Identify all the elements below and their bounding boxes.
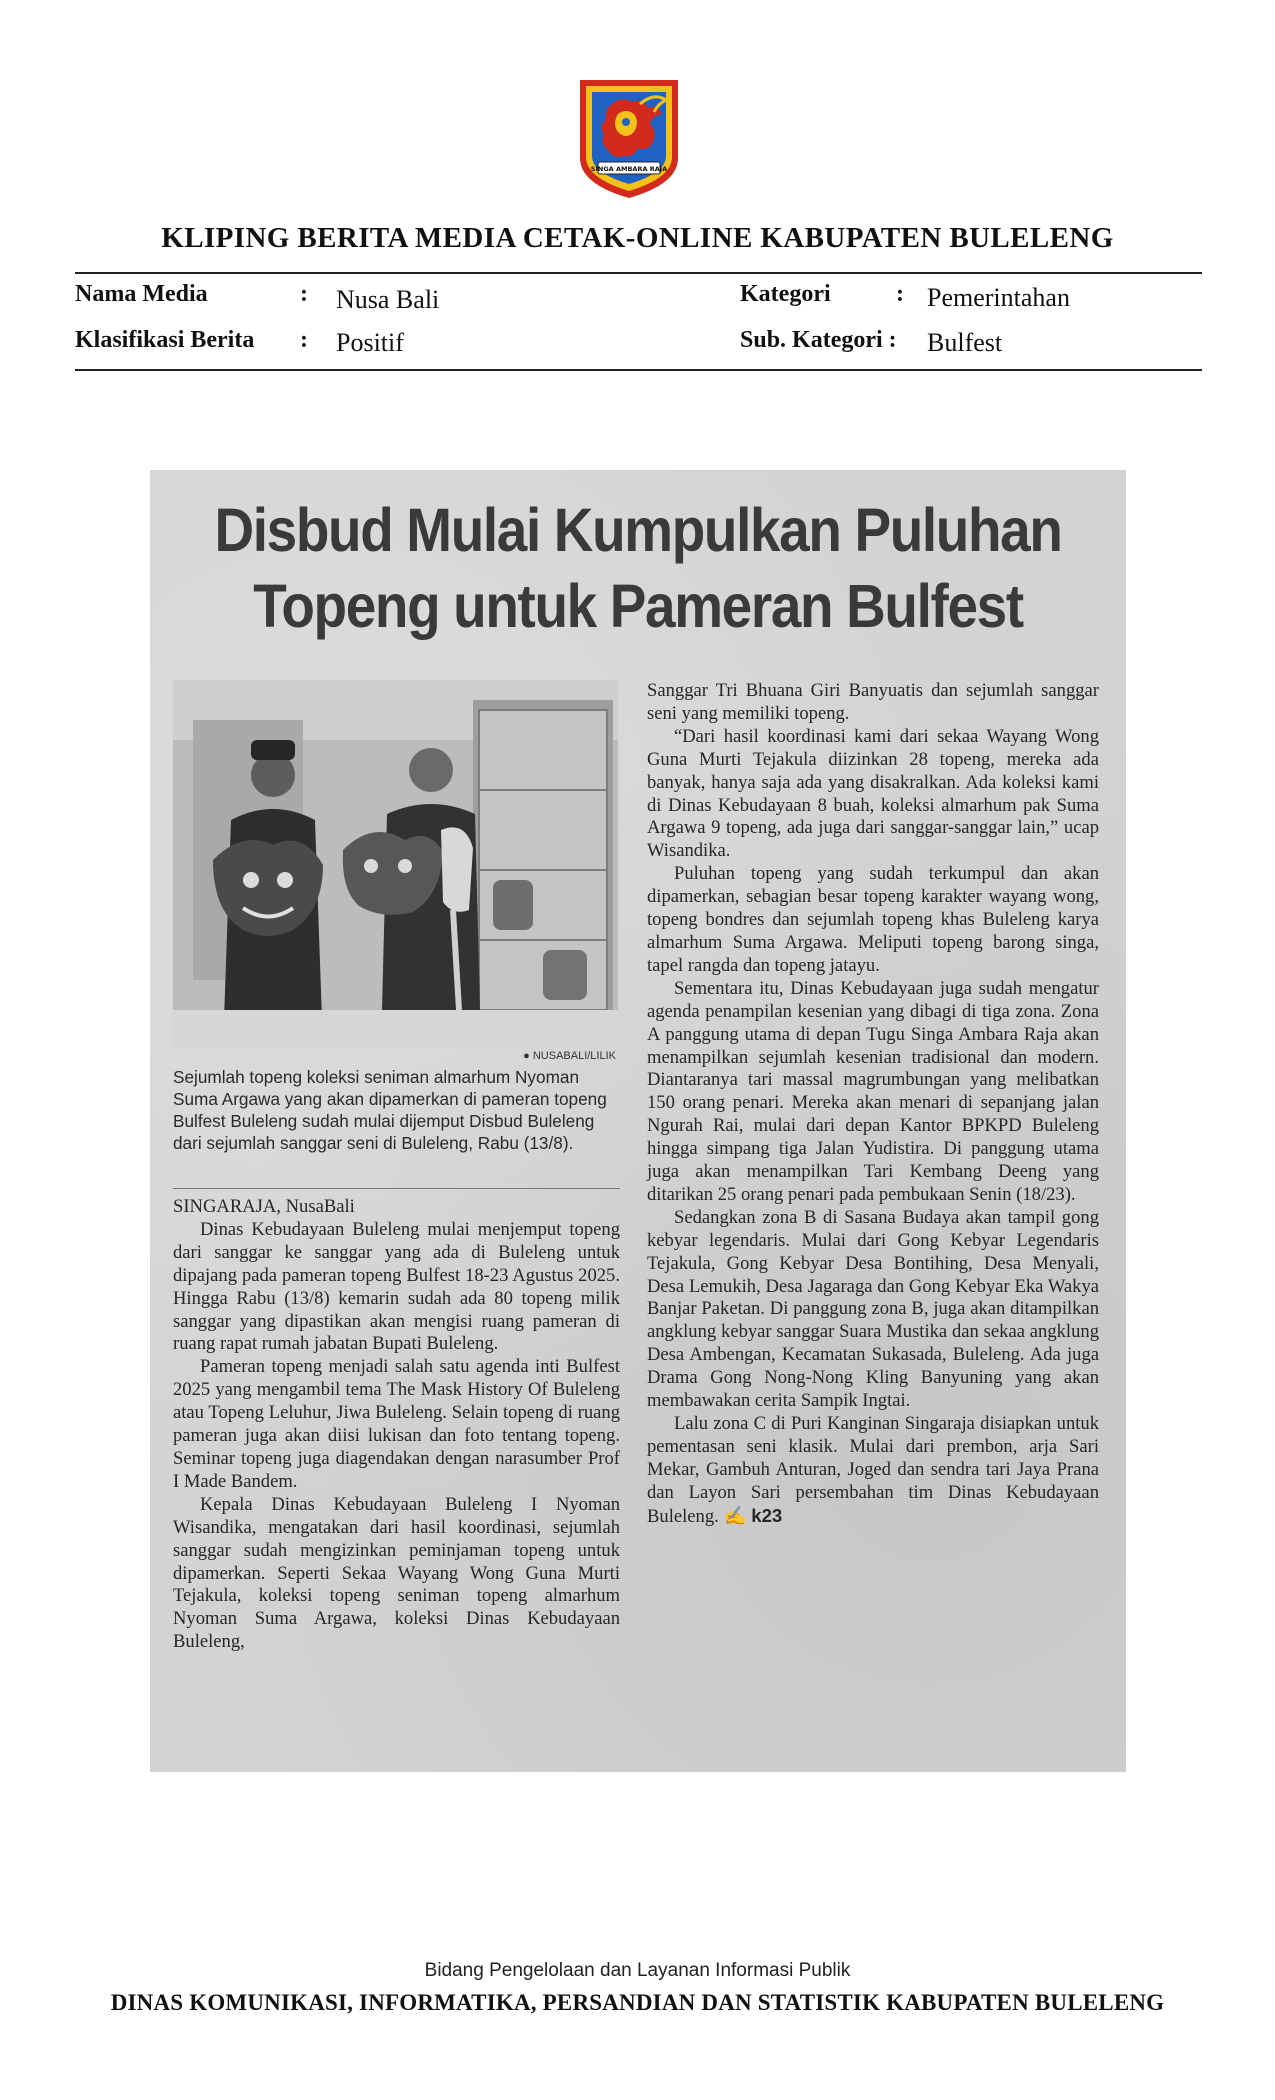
singa-ambara-raja-logo <box>562 74 696 202</box>
pen-icon: ✍ <box>723 1505 747 1527</box>
article-paragraph: Lalu zona C di Puri Kanginan Singaraja disiapkan untuk pementasan seni klasik. Mulai dari prembon, arja Sari Mekar, Gambuh Anturan, Joged dan sendra tari Jaya Prana dan Layon Sari persembahan tim Dinas Kebudayaan Buleleng. <box>647 1413 1099 1527</box>
sub-kategori-value: Bulfest <box>927 328 1003 357</box>
photo-caption: Sejumlah topeng koleksi seniman almarhum Nyoman Suma Argawa yang akan dipamerkan di pameran topeng Bulfest Buleleng sudah mulai dijemput Disbud Buleleng dari sejumlah sanggar seni di Buleleng, Rabu (13/8). <box>173 1067 607 1153</box>
article-paragraph: Puluhan topeng yang sudah terkumpul dan akan dipamerkan, sebagian besar topeng karakter wayang wong, topeng bondres dan sejumlah topeng khas Buleleng karya almarhum Suma Argawa. Meliputi topeng barong singa, tapel rangda dan topeng jatayu. <box>647 863 1099 976</box>
newspaper-clipping <box>150 470 1126 1772</box>
article-headline <box>199 492 1077 644</box>
headline-line-2: Topeng untuk Pameran Bulfest <box>253 572 1023 640</box>
article-column-left <box>173 1196 620 1654</box>
top-divider <box>75 272 1202 274</box>
kategori-colon: : <box>896 281 904 307</box>
article-photo <box>173 680 618 1048</box>
nama-media-label: Nama Media <box>75 281 208 307</box>
nama-media-value: Nusa Bali <box>336 285 440 314</box>
kategori-label: Kategori <box>740 281 831 307</box>
article-paragraph: Kepala Dinas Kebudayaan Buleleng I Nyoman Wisandika, mengatakan dari hasil koordinasi, sejumlah sanggar sudah mengizinkan peminjaman topeng untuk dipamerkan. Seperti Sekaa Wayang Wong Guna Murti Tejakula, koleksi topeng seniman topeng almarhum Nyoman Suma Argawa, koleksi Dinas Kebudayaan Buleleng, <box>173 1493 620 1653</box>
article-dateline: SINGARAJA, NusaBali <box>173 1196 355 1217</box>
caption-divider <box>173 1188 620 1189</box>
article-paragraph: Sedangkan zona B di Sasana Budaya akan tampil gong kebyar legendaris. Mulai dari Gong Kebyar Legendaris Tejakula, Gong Kebyar Desa Bontihing, Desa Menyali, Desa Lemukih, Desa Jagaraga dan Gong Kebyar Eka Wakya Banjar Paketan. Di panggung zona B, juga akan ditampilkan angklung kebyar sanggar Suara Mustika dan sekaa angklung Desa Ambengan, Kecamatan Sukasada, Buleleng. Ada juga Drama Gong Nong-Nong Kling Banyuning yang akan membawakan cerita Sampik Ingtai. <box>647 1206 1099 1412</box>
article-column-right <box>647 680 1099 1529</box>
footer-department: Bidang Pengelolaan dan Layanan Informasi Publik <box>424 1960 851 1981</box>
headline-line-1: Disbud Mulai Kumpulkan Puluhan <box>214 496 1062 564</box>
logo-text: SINGA AMBARA RAJA <box>590 165 668 173</box>
page-title: KLIPING BERITA MEDIA CETAK-ONLINE KABUPATEN BULELENG <box>161 222 1114 254</box>
kategori-value: Pemerintahan <box>927 283 1070 312</box>
sub-kategori-label: Sub. Kategori : <box>740 327 897 353</box>
article-signoff: k23 <box>751 1504 783 1526</box>
article-paragraph: Pameran topeng menjadi salah satu agenda inti Bulfest 2025 yang mengambil tema The Mask History Of Buleleng atau Topeng Leluhur, Jiwa Buleleng. Selain topeng di ruang pameran juga akan diisi lukisan dan foto tentang topeng. Seminar topeng juga diagendakan dengan narasumber Prof I Made Bandem. <box>173 1356 620 1492</box>
nama-media-colon: : <box>300 281 308 307</box>
article-paragraph: Sanggar Tri Bhuana Giri Banyuatis dan sejumlah sanggar seni yang memiliki topeng. <box>647 680 1099 724</box>
photo-credit: ● NUSABALI/LILIK <box>523 1050 616 1062</box>
footer-agency: DINAS KOMUNIKASI, INFORMATIKA, PERSANDIAN DAN STATISTIK KABUPATEN BULELENG <box>110 1990 1165 2015</box>
klasifikasi-colon: : <box>300 327 308 353</box>
article-paragraph: Sementara itu, Dinas Kebudayaan juga sudah mengatur agenda penampilan kesenian yang dibagi di tiga zona. Zona A panggung utama di depan Tugu Singa Ambara Raja akan menampilkan sejumlah kesenian tradisional dan modern. Diantaranya tari massal magrumbungan yang melibatkan 150 orang penari. Mereka akan menari di sepanjang jalan Ngurah Rai, mulai dari depan Kantor BPKPD Buleleng hingga simpang tiga Jalan Yudistira. Di panggung utama juga akan menampilkan Tari Kembang Deeng yang ditarikan 25 orang penari pada pembukaan Senin (18/23). <box>647 977 1099 1205</box>
article-paragraph: “Dari hasil koordinasi kami dari sekaa Wayang Wong Guna Murti Tejakula diizinkan 28 topeng, mereka ada banyak, hanya saja ada yang disakralkan. Ada koleksi kami di Dinas Kebudayaan 8 buah, koleksi almarhum pak Suma Argawa 9 topeng, ada juga dari sanggar-sanggar lain,” ucap Wisandika. <box>647 725 1099 862</box>
bottom-divider <box>75 369 1202 371</box>
klasifikasi-label: Klasifikasi Berita <box>75 327 255 353</box>
klasifikasi-value: Positif <box>336 328 404 357</box>
article-paragraph: Dinas Kebudayaan Buleleng mulai menjemput topeng dari sanggar ke sanggar yang ada di Buleleng untuk dipajang pada pameran topeng Bulfest 18-23 Agustus 2025. Hingga Rabu (13/8) kemarin sudah ada 80 topeng milik sanggar yang dipastikan akan mengisi ruang pameran di ruang rapat rumah jabatan Bupati Buleleng. <box>173 1218 620 1355</box>
